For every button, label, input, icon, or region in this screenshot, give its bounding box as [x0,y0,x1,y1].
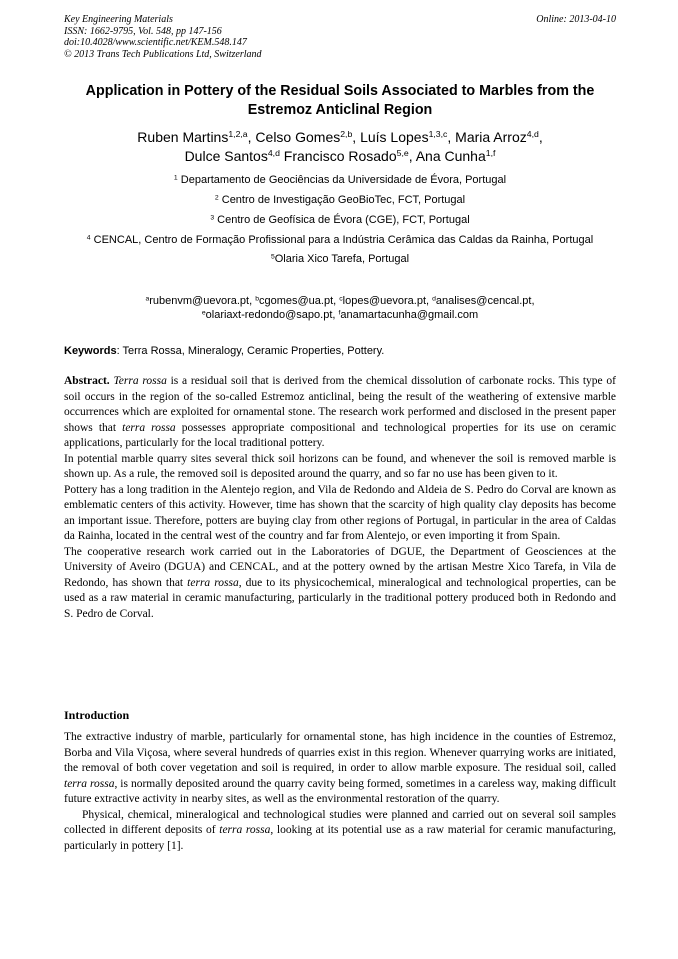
keywords-label: Keywords [64,345,117,357]
affiliation: $^4$ CENCAL, Centro de Formação Profissional para a Indústria Cerâmica das Caldas da Rainha, Portugal [86,234,594,246]
email[interactable]: $^d$analises@cencal.pt, [432,295,535,307]
online-date: Online: 2013-04-10 [536,14,616,25]
email[interactable]: $^c$lopes@uevora.pt, [339,295,433,307]
author-list [60,128,620,166]
abstract [64,374,616,622]
author: Francisco Rosado$^{5,e}$, [283,148,416,164]
intro-paragraph: Physical, chemical, mineralogical and technological studies were planned and carried out on several soil samples collected in different deposits of terra rossa, looking at its potential use as a raw material for ceramic manufacturing, particularly in pottery [1]. [64,808,617,852]
introduction [64,730,616,854]
journal-name: Key Engineering Materials [64,14,173,25]
affiliation: $^3$ Centro de Geofísica de Évora (CGE), FCT, Portugal [210,214,470,226]
author: Dulce Santos$^{4,d}$ [184,148,280,164]
affiliation: $^2$ Centro de Investigação GeoBioTec, FCT, Portugal [214,194,466,206]
email[interactable]: $^f$anamartacunha@gmail.com [338,309,479,321]
section-heading: Introduction [64,708,130,722]
author: Luís Lopes$^{1,3,c}$, [360,129,456,145]
email[interactable]: $^e$olariaxt-redondo@sapo.pt, [201,309,339,321]
affiliation: $^5$Olaria Xico Tarefa, Portugal [270,253,410,265]
abstract-paragraph: In potential marble quarry sites several thick soil horizons can be found, and whenever the soil is removed marble is shown up. As a rule, the removed soil is deposited around the quarry, and so far no use has been given to it. [64,452,616,480]
email[interactable]: $^b$cgomes@ua.pt, [255,295,340,307]
author: Celso Gomes$^{2,b}$, [255,129,361,145]
copyright-line: © 2013 Trans Tech Publications Ltd, Switzerland [64,48,262,60]
intro-paragraph: The extractive industry of marble, particularly for ornamental stone, has high incidence in the counties of Estremoz, Borba and Vila Viçosa, where several hundreds of quarries exist in this region. Whenever quarrying works are initiated, the removal of both cover vegetation and soil is required, in order to allow marble exposure. The residual soil, called terra rossa, is normally deposited around the quarry cavity being formed, sometimes in a careless way, making difficult future extractive activity in nearby sites, as well as the environmental restoration of the quarry. [64,731,616,805]
author: Ruben Martins$^{1,2,a}$, [137,129,256,145]
email-list [60,294,620,322]
doi-line: doi:10.4028/www.scientific.net/KEM.548.147 [64,37,247,48]
paper-title: Application in Pottery of the Residual Soils Associated to Marbles from the Estremoz Anticlinal Region [85,83,595,118]
affiliation-list [60,173,620,272]
abstract-paragraph: Abstract. Terra rossa is a residual soil that is derived from the chemical dissolution of carbonate rocks. This type of soil occurs in the region of the so-called Estremoz anticlinal, being the result of the weathering of extensive marble occurrences which are exploited for ornamental stone. The research work performed and disclosed in the present paper shows that terra rossa possesses appropriate compositional and technological properties for its use on ceramic applications, particularly for the local traditional pottery. [64,375,616,449]
affiliation: $^1$ Departamento de Geociências da Universidade de Évora, Portugal [173,174,507,186]
journal-header [64,14,616,60]
issn-line: ISSN: 1662-9795, Vol. 548, pp 147-156 [64,25,222,37]
email[interactable]: $^a$rubenvm@uevora.pt, [145,295,256,307]
author: Maria Arroz$^{4,d}$, [455,129,543,145]
abstract-paragraph: Pottery has a long tradition in the Alentejo region, and Vila de Redondo and Aldeia de S. Pedro do Corval are known as emblematic centers of this activity. However, time has shown that the scarcity of high quality clay deposits has become an important issue. Therefore, potters are buying clay from other regions of Portugal, in particular in the area of Caldas da Rainha, located in the central west of the country and far from Alentejo, or even importing it from Spain. [64,483,616,542]
keywords-text: : Terra Rossa, Mineralogy, Ceramic Properties, Pottery. [116,345,385,357]
abstract-label: Abstract. [64,375,110,387]
keywords [64,344,616,359]
abstract-paragraph: The cooperative research work carried out in the Laboratories of DGUE, the Department of Geosciences at the University of Aveiro (DGUA) and CENCAL, and at the pottery owned by the artisan Mestre Xico Tarefa, in Vila de Redondo, has shown that terra rossa, due to its physicochemical, mineralogical and technological properties, can be used as a raw material in ceramic manufacturing, particularly in the traditional pottery produced both in Redondo and S. Pedro de Corval. [64,545,617,620]
author: Ana Cunha$^{1,f}$ [415,148,496,164]
